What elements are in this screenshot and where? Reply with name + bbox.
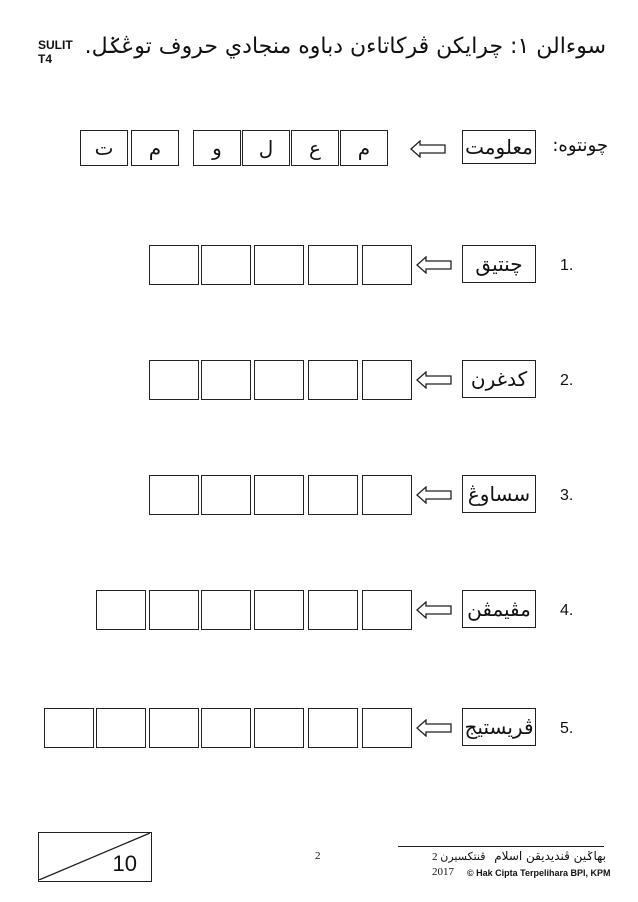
example-letter-cell: ل (242, 130, 290, 166)
arrow-left-icon (410, 140, 446, 158)
example-letter-cell: م (131, 130, 179, 166)
answer-cell[interactable] (308, 360, 358, 400)
year-label: 2017 (432, 866, 454, 878)
example-letter-cell: ت (80, 130, 128, 166)
answer-cell[interactable] (149, 708, 199, 748)
arrow-left-icon (416, 371, 452, 389)
score-box (38, 832, 152, 882)
example-letter-cell: م (340, 130, 388, 166)
answer-cell[interactable] (308, 245, 358, 285)
answer-cell[interactable] (362, 590, 412, 630)
item-number: 4. (560, 602, 574, 619)
example-label: چونتوه: (552, 135, 608, 156)
arrow-left-icon (416, 719, 452, 737)
copyright-notice: © Hak Cipta Terpelihara BPI, KPM (467, 868, 611, 878)
item-number: 3. (560, 487, 574, 504)
item-word-box: ڤريستيج (462, 708, 536, 746)
answer-cell[interactable] (254, 360, 304, 400)
answer-cell[interactable] (149, 360, 199, 400)
answer-cell[interactable] (254, 245, 304, 285)
jawi-department-title: بهاݢين ڤنديديقن اسلام (494, 849, 606, 863)
answer-cell[interactable] (254, 590, 304, 630)
answer-cell[interactable] (362, 360, 412, 400)
answer-cell[interactable] (254, 708, 304, 748)
answer-cell[interactable] (96, 590, 146, 630)
answer-cell[interactable] (96, 708, 146, 748)
arrow-left-icon (416, 256, 452, 274)
example-letter-cell: ع (291, 130, 339, 166)
answer-cell[interactable] (254, 475, 304, 515)
sulit-label: SULIT (38, 38, 73, 52)
footer-rule (398, 846, 604, 847)
answer-cell[interactable] (149, 590, 199, 630)
answer-cell[interactable] (149, 245, 199, 285)
item-number: 5. (560, 720, 574, 737)
page-number: 2 (315, 850, 321, 862)
item-word-box: مڤيمڤن (462, 590, 536, 628)
answer-cell[interactable] (308, 475, 358, 515)
answer-cell[interactable] (308, 590, 358, 630)
arrow-left-icon (416, 601, 452, 619)
answer-cell[interactable] (44, 708, 94, 748)
answer-cell[interactable] (362, 245, 412, 285)
example-letter-cell: و (193, 130, 241, 166)
item-word-box: سساوڠ (462, 475, 536, 513)
example-word-box: معلومت (462, 130, 536, 164)
arrow-left-icon (416, 486, 452, 504)
answer-cell[interactable] (201, 475, 251, 515)
t4-label: T4 (38, 52, 53, 66)
document-code (38, 38, 73, 66)
answer-cell[interactable] (149, 475, 199, 515)
assessment-name: ڤنتكسيرن 2 (432, 851, 486, 863)
answer-cell[interactable] (201, 245, 251, 285)
question-title: سوءالن ١: چرايكن ڤركاتاءن دباوه منجادي حروف توڠݢل. (84, 34, 606, 59)
answer-cell[interactable] (201, 360, 251, 400)
item-number: 1. (560, 257, 574, 274)
item-word-box: كدغرن (462, 360, 536, 398)
answer-cell[interactable] (362, 475, 412, 515)
item-word-box: چنتيق (462, 245, 536, 283)
answer-cell[interactable] (362, 708, 412, 748)
answer-cell[interactable] (201, 590, 251, 630)
answer-cell[interactable] (201, 708, 251, 748)
answer-cell[interactable] (308, 708, 358, 748)
score-total: 10 (112, 851, 137, 876)
item-number: 2. (560, 372, 574, 389)
